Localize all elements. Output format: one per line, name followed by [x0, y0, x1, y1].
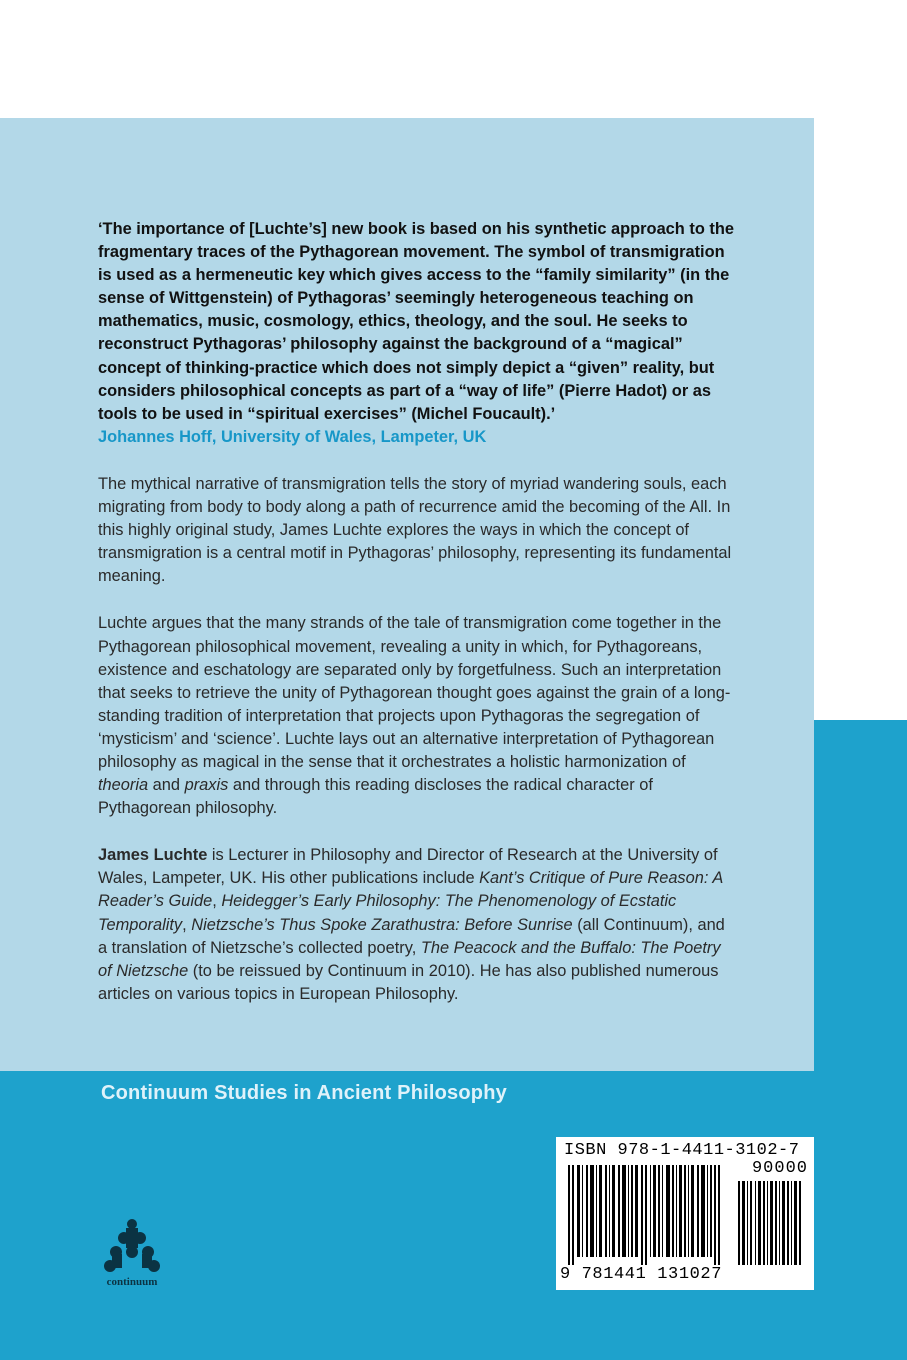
bio-text-2: (all Continuum), and a translation of Nietzsche’s collected poetry, [98, 915, 725, 957]
para2-text-a: Luchte argues that the many strands of the tale of transmigration come together in the Pythagorean philosophical movement, revealing a unity in which, for Pythagoreans, existence and eschatology are separated only by forgetfulness. Such an interpretation that seeks to retrieve the unity of Pythagorean thought goes against the grain of a long-standing tradition of interpretation that projects upon Pythagoras the segregation of ‘mysticism’ and ‘science’. Luchte lays out an alternative interpretation of Pythagorean philosophy as magical in the sense that it orchestrates a holistic harmonization of [98, 614, 731, 771]
series-title: Continuum Studies in Ancient Philosophy [101, 1082, 507, 1104]
bio-text-3: (to be reissued by Continuum in 2010). He has also published numerous articles on various topics in European Philosophy. [98, 961, 719, 1003]
ean-barcode-bars [564, 1165, 729, 1265]
bio-sep-2: , [182, 915, 192, 934]
term-praxis: praxis [184, 776, 229, 795]
term-theoria: theoria [98, 776, 149, 795]
author-name: James Luchte [98, 846, 208, 865]
price-code: 90000 [751, 1159, 808, 1178]
para2-text-b: and through this reading discloses the radical character of Pythagorean philosophy. [98, 776, 653, 818]
book-title-2: Heidegger’s Early Philosophy: The Phenomenology of Ecstatic Temporality [98, 892, 677, 934]
quote-attribution: Johannes Hoff, University of Wales, Lampeter, UK [98, 427, 487, 446]
description-paragraph-2 [98, 612, 738, 820]
para2-and: and [148, 776, 185, 795]
ean-digits: 9 781441 131027 [560, 1265, 723, 1284]
publisher-name: continuum [106, 1276, 158, 1288]
book-title-3: Nietzsche’s Thus Spoke Zarathustra: Before Sunrise [191, 915, 573, 934]
description-paragraph-1: The mythical narrative of transmigration tells the story of myriad wandering souls, each migrating from body to body along a path of recurrence amid the becoming of the All. In this highly original study, James Luchte explores the ways in which the concept of transmigration is a central motif in Pythagoras’ philosophy, representing its fundamental meaning. [98, 474, 732, 586]
price-addon-bars [736, 1181, 802, 1265]
dark-blue-side-strip [814, 720, 907, 1073]
book-title-4: The Peacock and the Buffalo: The Poetry of Nietzsche [98, 938, 721, 980]
bio-text-1: is Lecturer in Philosophy and Director of Research at the University of Wales, Lampeter, UK. His other publications include [98, 846, 718, 888]
endorsement-quote [98, 218, 738, 449]
back-cover-text [98, 218, 738, 1006]
quote-text: ‘The importance of [Luchte’s] new book is based on his synthetic approach to the fragmentary traces of the Pythagorean movement. The symbol of transmigration is used as a hermeneutic key which gives access to the “family similarity” (in the sense of Wittgenstein) of Pythagoras’ seemingly heterogeneous teaching on mathematics, music, cosmology, ethics, theology, and the soul. He seeks to reconstruct Pythagoras’ philosophy against the background of a “magical” concept of thinking-practice which does not simply depict a “given” reality, but considers philosophical concepts as part of a “way of life” (Pierre Hadot) or as tools to be used in “spiritual exercises” (Michel Foucault).’ [98, 220, 734, 423]
bio-sep-1: , [212, 892, 222, 911]
book-title-1: Kant’s Critique of Pure Reason: A Reader’s Guide [98, 869, 723, 911]
isbn-label: ISBN 978-1-4411-3102-7 [564, 1141, 800, 1160]
isbn-barcode [556, 1137, 814, 1290]
author-bio [98, 844, 738, 1006]
